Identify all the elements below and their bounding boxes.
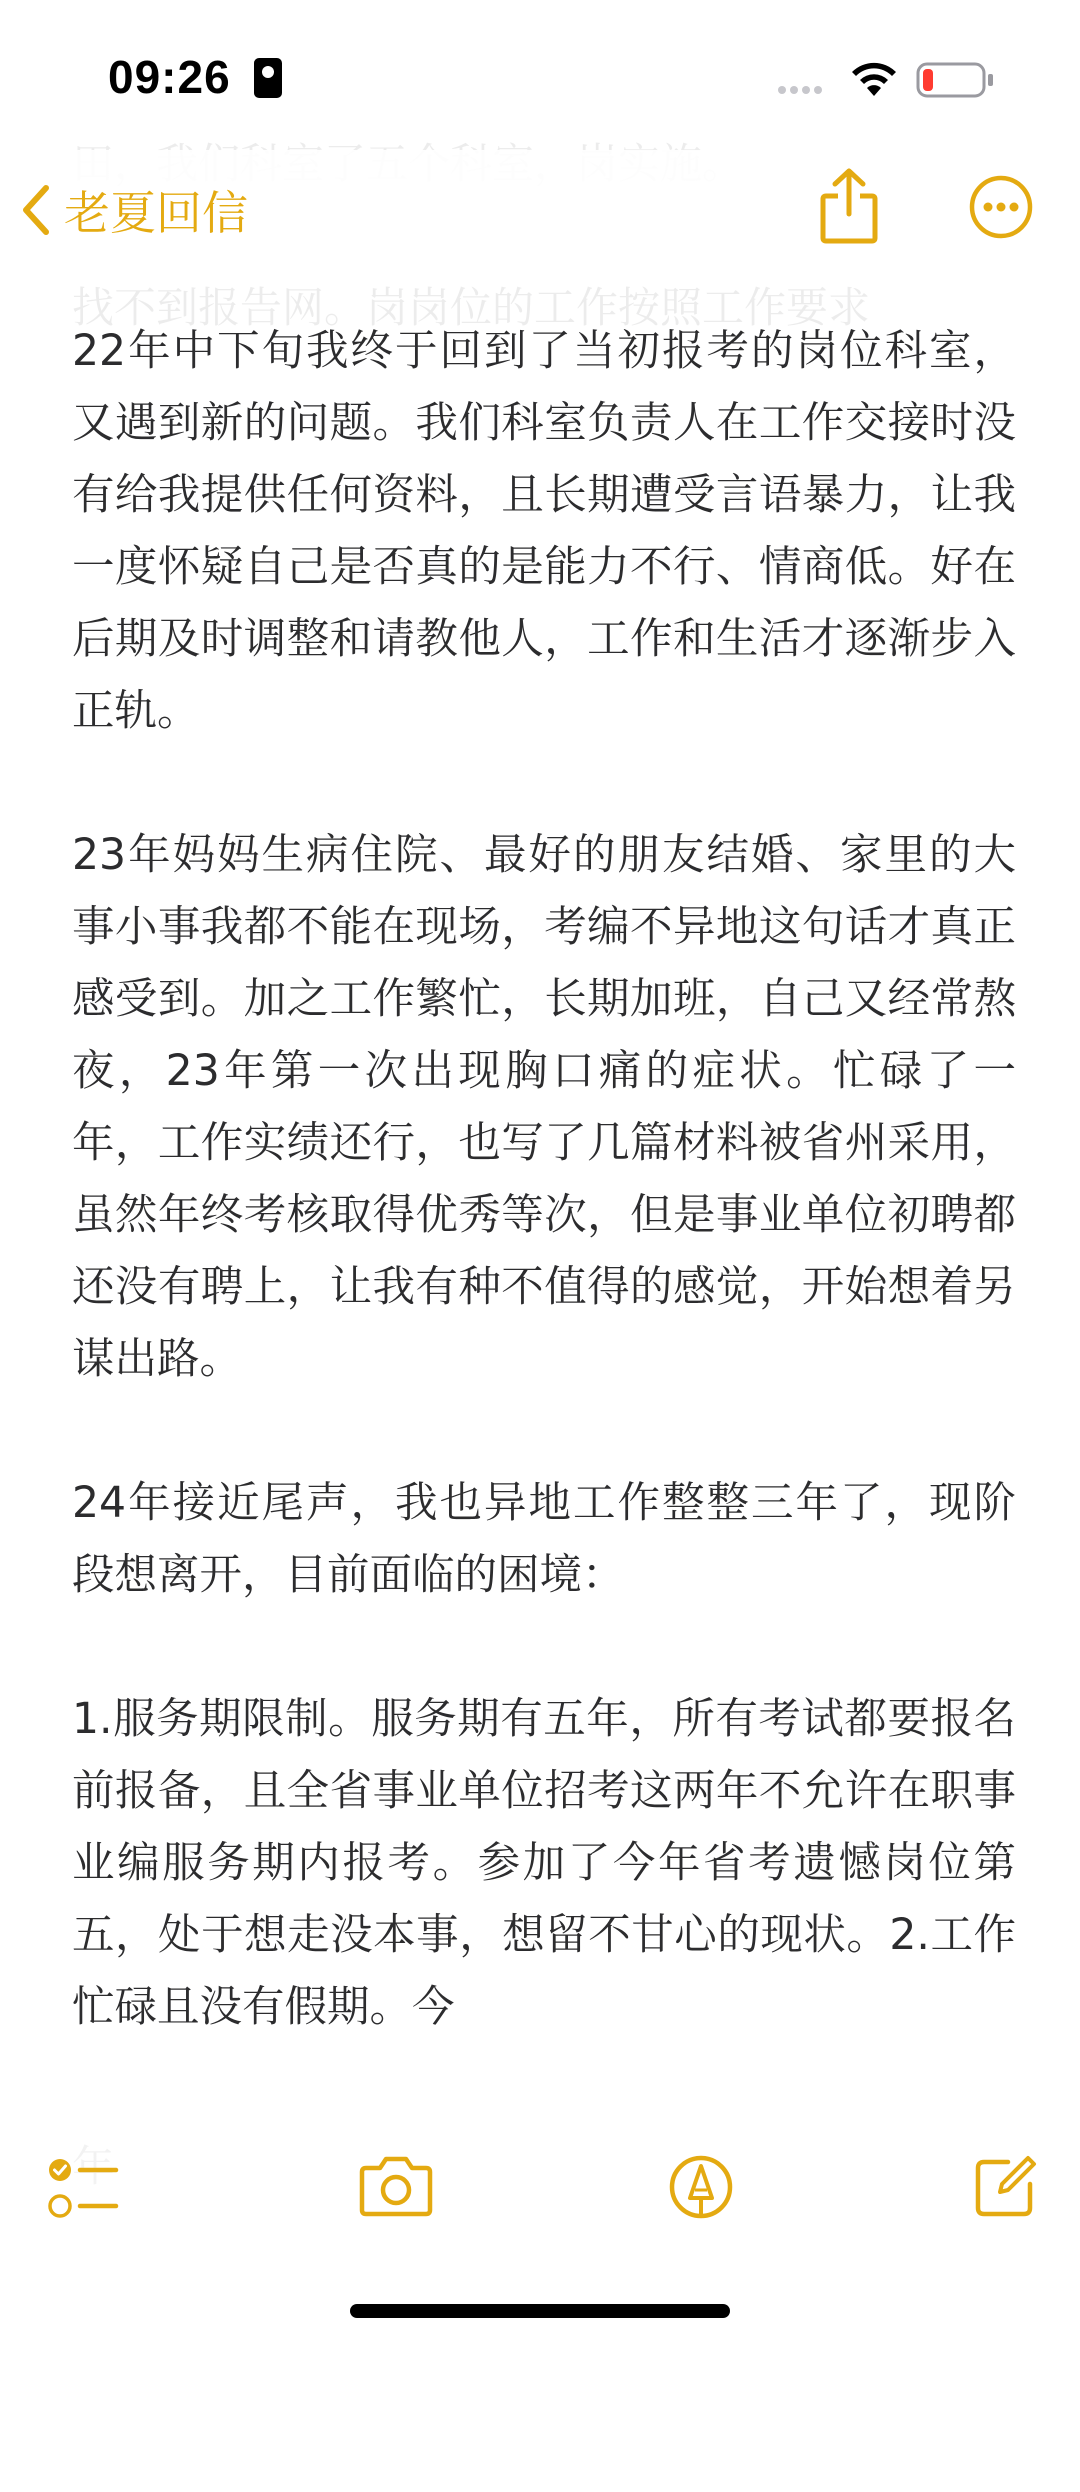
chevron-left-icon (20, 184, 50, 236)
home-indicator[interactable] (350, 2304, 730, 2318)
ghost-line: 找不到报告网。岗岗位的工作按照工作要求 (72, 283, 871, 332)
contact-badge-icon (254, 58, 282, 98)
markup-button[interactable] (668, 2154, 734, 2224)
note-paragraph: 22年中下旬我终于回到了当初报考的岗位科室，又遇到新的问题。我们科室负责人在工作交接时没有给我提供任何资料，且长期遭受言语暴力，让我一度怀疑自己是否真的是能力不行、情商低。好在后期及时调整和请教他人，工作和生活才逐渐步入正轨。 (72, 327, 1016, 736)
note-paragraph: 23年妈妈生病住院、最好的朋友结婚、家里的大事小事我都不能在现场，考编不异地这句话才真正感受到。加之工作繁忙，长期加班，自己又经常熬夜，23年第一次出现胸口痛的症状。忙碌了一年，工作实绩还行，也写了几篇材料被省州采用，虽然年终考核取得优秀等次，但是事业单位初聘都还没有聘上，让我有种不值得的感觉，开始想着另谋出路。 (72, 831, 1016, 1384)
status-bar (0, 0, 1080, 150)
back-label: 老夏回信 (64, 186, 248, 240)
checklist-icon (46, 2154, 120, 2224)
more-options-button[interactable] (968, 174, 1034, 244)
share-button[interactable] (818, 168, 880, 248)
note-paragraph: 1.服务期限制。服务期有五年，所有考试都要报名前报备，且全省事业单位招考这两年不允许在职事业编服务期内报考。参加了今年省考遗憾岗位第五，处于想走没本事，想留不甘心的现状。2.工作忙碌且没有假期。今 (72, 1695, 1016, 2032)
navigation-bar (0, 150, 1080, 270)
status-time: 09:26 (108, 51, 231, 103)
bottom-toolbar (0, 2140, 1080, 2250)
cellular-signal-icon (778, 86, 828, 96)
checklist-button[interactable] (46, 2154, 120, 2228)
camera-button[interactable] (358, 2154, 434, 2222)
back-button[interactable] (20, 170, 248, 250)
note-paragraph: 24年接近尾声，我也异地工作整整三年了，现阶段想离开，目前面临的困境： (72, 1479, 1016, 1600)
compose-icon (972, 2154, 1038, 2220)
ellipsis-circle-icon (968, 174, 1034, 240)
share-icon (818, 168, 880, 244)
note-body[interactable] (72, 316, 1016, 2116)
compose-new-note-button[interactable] (972, 2154, 1038, 2224)
pen-markup-icon (668, 2154, 734, 2220)
wifi-icon (848, 58, 900, 102)
battery-low-icon (916, 62, 996, 102)
camera-icon (358, 2154, 434, 2218)
